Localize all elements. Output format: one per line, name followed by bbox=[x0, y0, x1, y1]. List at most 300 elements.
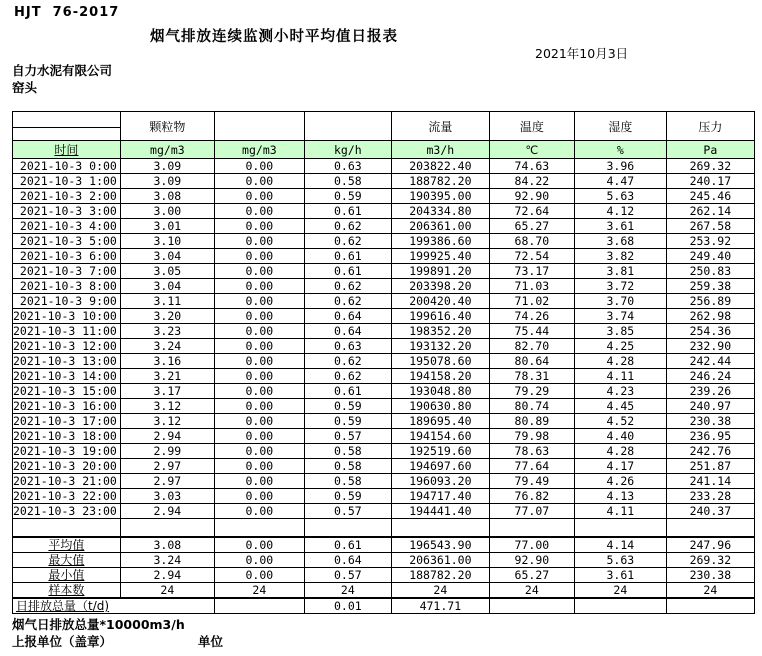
table-row bbox=[13, 414, 755, 429]
time-cell: 2021-10-3 8:00 bbox=[13, 279, 121, 294]
value-cell: 72.54 bbox=[489, 249, 574, 264]
value-cell: 4.13 bbox=[574, 489, 666, 504]
spacer-cell bbox=[13, 519, 121, 538]
value-cell: 242.76 bbox=[666, 444, 754, 459]
time-cell: 2021-10-3 19:00 bbox=[13, 444, 121, 459]
spacer-cell bbox=[391, 519, 489, 538]
value-cell: 2.97 bbox=[120, 459, 214, 474]
value-cell: 3.61 bbox=[574, 219, 666, 234]
value-cell: 4.40 bbox=[574, 429, 666, 444]
value-cell: 0.00 bbox=[214, 294, 304, 309]
value-cell: 0.00 bbox=[214, 414, 304, 429]
value-cell: 3.68 bbox=[574, 234, 666, 249]
value-cell: 0.61 bbox=[304, 384, 391, 399]
time-cell: 2021-10-3 17:00 bbox=[13, 414, 121, 429]
value-cell: 0.59 bbox=[304, 399, 391, 414]
daily-total-value-cell bbox=[214, 598, 304, 614]
value-cell: 203398.20 bbox=[391, 279, 489, 294]
value-cell: 256.89 bbox=[666, 294, 754, 309]
table-row bbox=[13, 159, 755, 174]
value-cell: 188782.20 bbox=[391, 174, 489, 189]
corner-cell-top bbox=[13, 112, 121, 128]
value-cell: 84.22 bbox=[489, 174, 574, 189]
daily-total-value-cell bbox=[666, 598, 754, 614]
unit-cell-mg-m3: mg/m3 bbox=[214, 141, 304, 159]
value-cell: 65.27 bbox=[489, 219, 574, 234]
value-cell: 0.00 bbox=[214, 324, 304, 339]
value-cell: 3.12 bbox=[120, 399, 214, 414]
value-cell: 3.11 bbox=[120, 294, 214, 309]
value-cell: 3.12 bbox=[120, 414, 214, 429]
daily-total-label-cell bbox=[13, 598, 215, 614]
value-cell: 75.44 bbox=[489, 324, 574, 339]
summary-value-cell: 24 bbox=[391, 583, 489, 599]
value-cell: 253.92 bbox=[666, 234, 754, 249]
value-cell: 206361.00 bbox=[391, 219, 489, 234]
summary-value-cell: 4.14 bbox=[574, 537, 666, 553]
daily-total-row bbox=[13, 598, 755, 614]
unit-cell-humidity: % bbox=[574, 141, 666, 159]
unit-cell-flow: m3/h bbox=[391, 141, 489, 159]
table-row bbox=[13, 384, 755, 399]
value-cell: 233.28 bbox=[666, 489, 754, 504]
value-cell: 4.28 bbox=[574, 354, 666, 369]
summary-value-cell: 92.90 bbox=[489, 553, 574, 568]
time-cell: 2021-10-3 4:00 bbox=[13, 219, 121, 234]
value-cell: 0.61 bbox=[304, 204, 391, 219]
value-cell: 189695.40 bbox=[391, 414, 489, 429]
col-header-temperature: 温度 bbox=[489, 112, 574, 141]
summary-value-cell: 24 bbox=[489, 583, 574, 599]
value-cell: 249.40 bbox=[666, 249, 754, 264]
value-cell: 4.23 bbox=[574, 384, 666, 399]
value-cell: 3.24 bbox=[120, 339, 214, 354]
value-cell: 4.26 bbox=[574, 474, 666, 489]
value-cell: 204334.80 bbox=[391, 204, 489, 219]
value-cell: 194154.60 bbox=[391, 429, 489, 444]
value-cell: 267.58 bbox=[666, 219, 754, 234]
summary-value-cell: 5.63 bbox=[574, 553, 666, 568]
spacer-cell bbox=[574, 519, 666, 538]
value-cell: 3.04 bbox=[120, 249, 214, 264]
value-cell: 190395.00 bbox=[391, 189, 489, 204]
value-cell: 0.58 bbox=[304, 459, 391, 474]
value-cell: 0.00 bbox=[214, 189, 304, 204]
value-cell: 0.62 bbox=[304, 279, 391, 294]
value-cell: 76.82 bbox=[489, 489, 574, 504]
value-cell: 4.47 bbox=[574, 174, 666, 189]
time-cell: 2021-10-3 18:00 bbox=[13, 429, 121, 444]
table-row bbox=[13, 204, 755, 219]
doc-code: HJT 76-2017 bbox=[14, 5, 120, 20]
col-header-flow: 流量 bbox=[391, 112, 489, 141]
value-cell: 246.24 bbox=[666, 369, 754, 384]
value-cell: 199386.60 bbox=[391, 234, 489, 249]
value-cell: 4.25 bbox=[574, 339, 666, 354]
value-cell: 0.00 bbox=[214, 429, 304, 444]
value-cell: 3.05 bbox=[120, 264, 214, 279]
time-cell: 2021-10-3 1:00 bbox=[13, 174, 121, 189]
table-row bbox=[13, 294, 755, 309]
value-cell: 0.00 bbox=[214, 204, 304, 219]
value-cell: 232.90 bbox=[666, 339, 754, 354]
summary-value-cell: 77.00 bbox=[489, 537, 574, 553]
value-cell: 192519.60 bbox=[391, 444, 489, 459]
time-cell: 2021-10-3 15:00 bbox=[13, 384, 121, 399]
time-cell: 2021-10-3 13:00 bbox=[13, 354, 121, 369]
value-cell: 0.00 bbox=[214, 384, 304, 399]
value-cell: 82.70 bbox=[489, 339, 574, 354]
time-cell: 2021-10-3 16:00 bbox=[13, 399, 121, 414]
table-row bbox=[13, 339, 755, 354]
table-row bbox=[13, 369, 755, 384]
value-cell: 2.94 bbox=[120, 504, 214, 519]
unit-cell-pm-concentration: mg/m3 bbox=[120, 141, 214, 159]
value-cell: 78.63 bbox=[489, 444, 574, 459]
value-cell: 0.58 bbox=[304, 174, 391, 189]
summary-value-cell: 0.64 bbox=[304, 553, 391, 568]
value-cell: 259.38 bbox=[666, 279, 754, 294]
time-cell: 2021-10-3 23:00 bbox=[13, 504, 121, 519]
value-cell: 0.00 bbox=[214, 339, 304, 354]
value-cell: 262.14 bbox=[666, 204, 754, 219]
value-cell: 78.31 bbox=[489, 369, 574, 384]
value-cell: 199616.40 bbox=[391, 309, 489, 324]
value-cell: 194717.40 bbox=[391, 489, 489, 504]
spacer-cell bbox=[120, 519, 214, 538]
value-cell: 0.00 bbox=[214, 234, 304, 249]
value-cell: 2.97 bbox=[120, 474, 214, 489]
value-cell: 92.90 bbox=[489, 189, 574, 204]
value-cell: 236.95 bbox=[666, 429, 754, 444]
summary-label: 最小值 bbox=[48, 568, 85, 582]
value-cell: 194697.60 bbox=[391, 459, 489, 474]
value-cell: 0.63 bbox=[304, 339, 391, 354]
value-cell: 0.00 bbox=[214, 369, 304, 384]
daily-total-value-cell bbox=[574, 598, 666, 614]
value-cell: 5.63 bbox=[574, 189, 666, 204]
unit-label: 单位 bbox=[198, 634, 224, 649]
summary-label-cell bbox=[13, 537, 121, 553]
value-cell: 245.46 bbox=[666, 189, 754, 204]
summary-value-cell: 188782.20 bbox=[391, 568, 489, 583]
value-cell: 262.98 bbox=[666, 309, 754, 324]
value-cell: 3.20 bbox=[120, 309, 214, 324]
spacer-cell bbox=[214, 519, 304, 538]
value-cell: 0.00 bbox=[214, 309, 304, 324]
table-row bbox=[13, 444, 755, 459]
value-cell: 79.29 bbox=[489, 384, 574, 399]
value-cell: 72.64 bbox=[489, 204, 574, 219]
value-cell: 4.45 bbox=[574, 399, 666, 414]
table-row bbox=[13, 354, 755, 369]
value-cell: 3.96 bbox=[574, 159, 666, 174]
value-cell: 3.74 bbox=[574, 309, 666, 324]
value-cell: 3.82 bbox=[574, 249, 666, 264]
value-cell: 0.00 bbox=[214, 159, 304, 174]
value-cell: 77.07 bbox=[489, 504, 574, 519]
summary-row bbox=[13, 583, 755, 599]
unit-cell-pressure: Pa bbox=[666, 141, 754, 159]
value-cell: 3.09 bbox=[120, 174, 214, 189]
spacer-row bbox=[13, 519, 755, 538]
summary-value-cell: 0.00 bbox=[214, 553, 304, 568]
table-row bbox=[13, 474, 755, 489]
table-row bbox=[13, 459, 755, 474]
value-cell: 0.57 bbox=[304, 429, 391, 444]
value-cell: 0.64 bbox=[304, 324, 391, 339]
value-cell: 190630.80 bbox=[391, 399, 489, 414]
value-cell: 74.26 bbox=[489, 309, 574, 324]
value-cell: 2.94 bbox=[120, 429, 214, 444]
time-column-label: 时间 bbox=[54, 143, 79, 157]
value-cell: 269.32 bbox=[666, 159, 754, 174]
value-cell: 68.70 bbox=[489, 234, 574, 249]
spacer-cell bbox=[489, 519, 574, 538]
daily-total-label: 日排放总量（t/d) bbox=[16, 599, 110, 613]
time-cell: 2021-10-3 20:00 bbox=[13, 459, 121, 474]
value-cell: 0.61 bbox=[304, 264, 391, 279]
value-cell: 0.00 bbox=[214, 219, 304, 234]
time-column-header bbox=[13, 141, 121, 159]
summary-value-cell: 0.61 bbox=[304, 537, 391, 553]
time-cell: 2021-10-3 21:00 bbox=[13, 474, 121, 489]
value-cell: 193048.80 bbox=[391, 384, 489, 399]
table-row bbox=[13, 399, 755, 414]
summary-label: 样本数 bbox=[48, 583, 85, 597]
value-cell: 0.00 bbox=[214, 459, 304, 474]
value-cell: 241.14 bbox=[666, 474, 754, 489]
value-cell: 0.57 bbox=[304, 504, 391, 519]
summary-value-cell: 0.00 bbox=[214, 537, 304, 553]
time-cell: 2021-10-3 10:00 bbox=[13, 309, 121, 324]
summary-label-cell bbox=[13, 553, 121, 568]
summary-value-cell: 196543.90 bbox=[391, 537, 489, 553]
daily-total-value-cell bbox=[489, 598, 574, 614]
time-cell: 2021-10-3 11:00 bbox=[13, 324, 121, 339]
value-cell: 0.62 bbox=[304, 294, 391, 309]
table-row bbox=[13, 309, 755, 324]
time-cell: 2021-10-3 0:00 bbox=[13, 159, 121, 174]
value-cell: 4.12 bbox=[574, 204, 666, 219]
value-cell: 3.70 bbox=[574, 294, 666, 309]
value-cell: 0.62 bbox=[304, 369, 391, 384]
value-cell: 0.62 bbox=[304, 219, 391, 234]
value-cell: 80.74 bbox=[489, 399, 574, 414]
value-cell: 230.38 bbox=[666, 414, 754, 429]
col-header-blank-1 bbox=[214, 112, 304, 141]
value-cell: 0.00 bbox=[214, 444, 304, 459]
value-cell: 2.99 bbox=[120, 444, 214, 459]
station-name: 窑头 bbox=[12, 80, 38, 95]
daily-total-value-cell: 471.71 bbox=[391, 598, 489, 614]
summary-value-cell: 206361.00 bbox=[391, 553, 489, 568]
flow-total-note: 烟气日排放总量*10000m3/h bbox=[12, 617, 185, 632]
value-cell: 3.81 bbox=[574, 264, 666, 279]
table-row bbox=[13, 234, 755, 249]
summary-value-cell: 3.08 bbox=[120, 537, 214, 553]
summary-value-cell: 247.96 bbox=[666, 537, 754, 553]
value-cell: 4.52 bbox=[574, 414, 666, 429]
summary-row bbox=[13, 568, 755, 583]
value-cell: 193132.20 bbox=[391, 339, 489, 354]
value-cell: 3.10 bbox=[120, 234, 214, 249]
summary-row bbox=[13, 537, 755, 553]
value-cell: 4.28 bbox=[574, 444, 666, 459]
summary-value-cell: 269.32 bbox=[666, 553, 754, 568]
summary-label: 最大值 bbox=[48, 553, 85, 567]
value-cell: 3.08 bbox=[120, 189, 214, 204]
summary-value-cell: 24 bbox=[120, 583, 214, 599]
value-cell: 4.11 bbox=[574, 504, 666, 519]
time-cell: 2021-10-3 14:00 bbox=[13, 369, 121, 384]
value-cell: 80.89 bbox=[489, 414, 574, 429]
table-row bbox=[13, 219, 755, 234]
value-cell: 71.03 bbox=[489, 279, 574, 294]
value-cell: 4.17 bbox=[574, 459, 666, 474]
value-cell: 199925.40 bbox=[391, 249, 489, 264]
value-cell: 71.02 bbox=[489, 294, 574, 309]
table-row bbox=[13, 504, 755, 519]
col-header-blank-2 bbox=[304, 112, 391, 141]
value-cell: 203822.40 bbox=[391, 159, 489, 174]
table-row bbox=[13, 174, 755, 189]
col-header-particulate: 颗粒物 bbox=[120, 112, 214, 141]
time-cell: 2021-10-3 5:00 bbox=[13, 234, 121, 249]
report-table bbox=[12, 111, 755, 614]
value-cell: 199891.20 bbox=[391, 264, 489, 279]
value-cell: 77.64 bbox=[489, 459, 574, 474]
summary-value-cell: 24 bbox=[214, 583, 304, 599]
value-cell: 3.23 bbox=[120, 324, 214, 339]
summary-label-cell bbox=[13, 568, 121, 583]
table-row bbox=[13, 429, 755, 444]
value-cell: 0.00 bbox=[214, 399, 304, 414]
summary-value-cell: 230.38 bbox=[666, 568, 754, 583]
unit-cell-kg-h: kg/h bbox=[304, 141, 391, 159]
value-cell: 0.00 bbox=[214, 504, 304, 519]
value-cell: 3.04 bbox=[120, 279, 214, 294]
value-cell: 240.17 bbox=[666, 174, 754, 189]
summary-row bbox=[13, 553, 755, 568]
value-cell: 0.63 bbox=[304, 159, 391, 174]
value-cell: 79.49 bbox=[489, 474, 574, 489]
value-cell: 0.58 bbox=[304, 444, 391, 459]
value-cell: 0.58 bbox=[304, 474, 391, 489]
value-cell: 3.17 bbox=[120, 384, 214, 399]
summary-value-cell: 65.27 bbox=[489, 568, 574, 583]
summary-label: 平均值 bbox=[48, 538, 85, 552]
value-cell: 194441.40 bbox=[391, 504, 489, 519]
unit-cell-temperature: ℃ bbox=[489, 141, 574, 159]
time-cell: 2021-10-3 22:00 bbox=[13, 489, 121, 504]
value-cell: 0.00 bbox=[214, 249, 304, 264]
value-cell: 196093.20 bbox=[391, 474, 489, 489]
spacer-cell bbox=[304, 519, 391, 538]
value-cell: 0.00 bbox=[214, 489, 304, 504]
value-cell: 250.83 bbox=[666, 264, 754, 279]
value-cell: 3.09 bbox=[120, 159, 214, 174]
summary-label-cell bbox=[13, 583, 121, 599]
col-header-pressure: 压力 bbox=[666, 112, 754, 141]
time-cell: 2021-10-3 12:00 bbox=[13, 339, 121, 354]
daily-total-value-cell: 0.01 bbox=[304, 598, 391, 614]
summary-value-cell: 24 bbox=[666, 583, 754, 599]
summary-value-cell: 24 bbox=[574, 583, 666, 599]
report-date: 2021年10月3日 bbox=[535, 46, 629, 61]
time-cell: 2021-10-3 9:00 bbox=[13, 294, 121, 309]
company-name: 自力水泥有限公司 bbox=[12, 63, 113, 78]
value-cell: 80.64 bbox=[489, 354, 574, 369]
summary-value-cell: 3.61 bbox=[574, 568, 666, 583]
value-cell: 0.00 bbox=[214, 174, 304, 189]
value-cell: 3.00 bbox=[120, 204, 214, 219]
value-cell: 251.87 bbox=[666, 459, 754, 474]
summary-value-cell: 3.24 bbox=[120, 553, 214, 568]
table-row bbox=[13, 489, 755, 504]
time-cell: 2021-10-3 7:00 bbox=[13, 264, 121, 279]
summary-value-cell: 2.94 bbox=[120, 568, 214, 583]
corner-cell-bottom bbox=[13, 128, 121, 141]
value-cell: 3.85 bbox=[574, 324, 666, 339]
value-cell: 0.00 bbox=[214, 474, 304, 489]
value-cell: 0.62 bbox=[304, 354, 391, 369]
spacer-cell bbox=[666, 519, 754, 538]
value-cell: 3.21 bbox=[120, 369, 214, 384]
value-cell: 242.44 bbox=[666, 354, 754, 369]
value-cell: 79.98 bbox=[489, 429, 574, 444]
table-row bbox=[13, 324, 755, 339]
value-cell: 73.17 bbox=[489, 264, 574, 279]
value-cell: 0.61 bbox=[304, 249, 391, 264]
value-cell: 194158.20 bbox=[391, 369, 489, 384]
value-cell: 3.72 bbox=[574, 279, 666, 294]
time-cell: 2021-10-3 6:00 bbox=[13, 249, 121, 264]
table-row bbox=[13, 279, 755, 294]
value-cell: 0.00 bbox=[214, 279, 304, 294]
value-cell: 0.59 bbox=[304, 489, 391, 504]
value-cell: 200420.40 bbox=[391, 294, 489, 309]
summary-value-cell: 24 bbox=[304, 583, 391, 599]
value-cell: 0.59 bbox=[304, 414, 391, 429]
value-cell: 0.62 bbox=[304, 234, 391, 249]
value-cell: 239.26 bbox=[666, 384, 754, 399]
value-cell: 240.37 bbox=[666, 504, 754, 519]
value-cell: 0.64 bbox=[304, 309, 391, 324]
col-header-humidity: 湿度 bbox=[574, 112, 666, 141]
value-cell: 0.00 bbox=[214, 354, 304, 369]
data-body bbox=[13, 159, 755, 614]
value-cell: 195078.60 bbox=[391, 354, 489, 369]
value-cell: 0.59 bbox=[304, 189, 391, 204]
group-header-row bbox=[13, 112, 755, 128]
page-title: 烟气排放连续监测小时平均值日报表 bbox=[150, 29, 398, 45]
value-cell: 3.01 bbox=[120, 219, 214, 234]
value-cell: 74.63 bbox=[489, 159, 574, 174]
table-row bbox=[13, 264, 755, 279]
value-cell: 3.16 bbox=[120, 354, 214, 369]
table-row bbox=[13, 249, 755, 264]
value-cell: 4.11 bbox=[574, 369, 666, 384]
summary-value-cell: 0.57 bbox=[304, 568, 391, 583]
value-cell: 254.36 bbox=[666, 324, 754, 339]
time-cell: 2021-10-3 3:00 bbox=[13, 204, 121, 219]
time-cell: 2021-10-3 2:00 bbox=[13, 189, 121, 204]
table-row bbox=[13, 189, 755, 204]
value-cell: 198352.20 bbox=[391, 324, 489, 339]
summary-value-cell: 0.00 bbox=[214, 568, 304, 583]
units-row bbox=[13, 141, 755, 159]
